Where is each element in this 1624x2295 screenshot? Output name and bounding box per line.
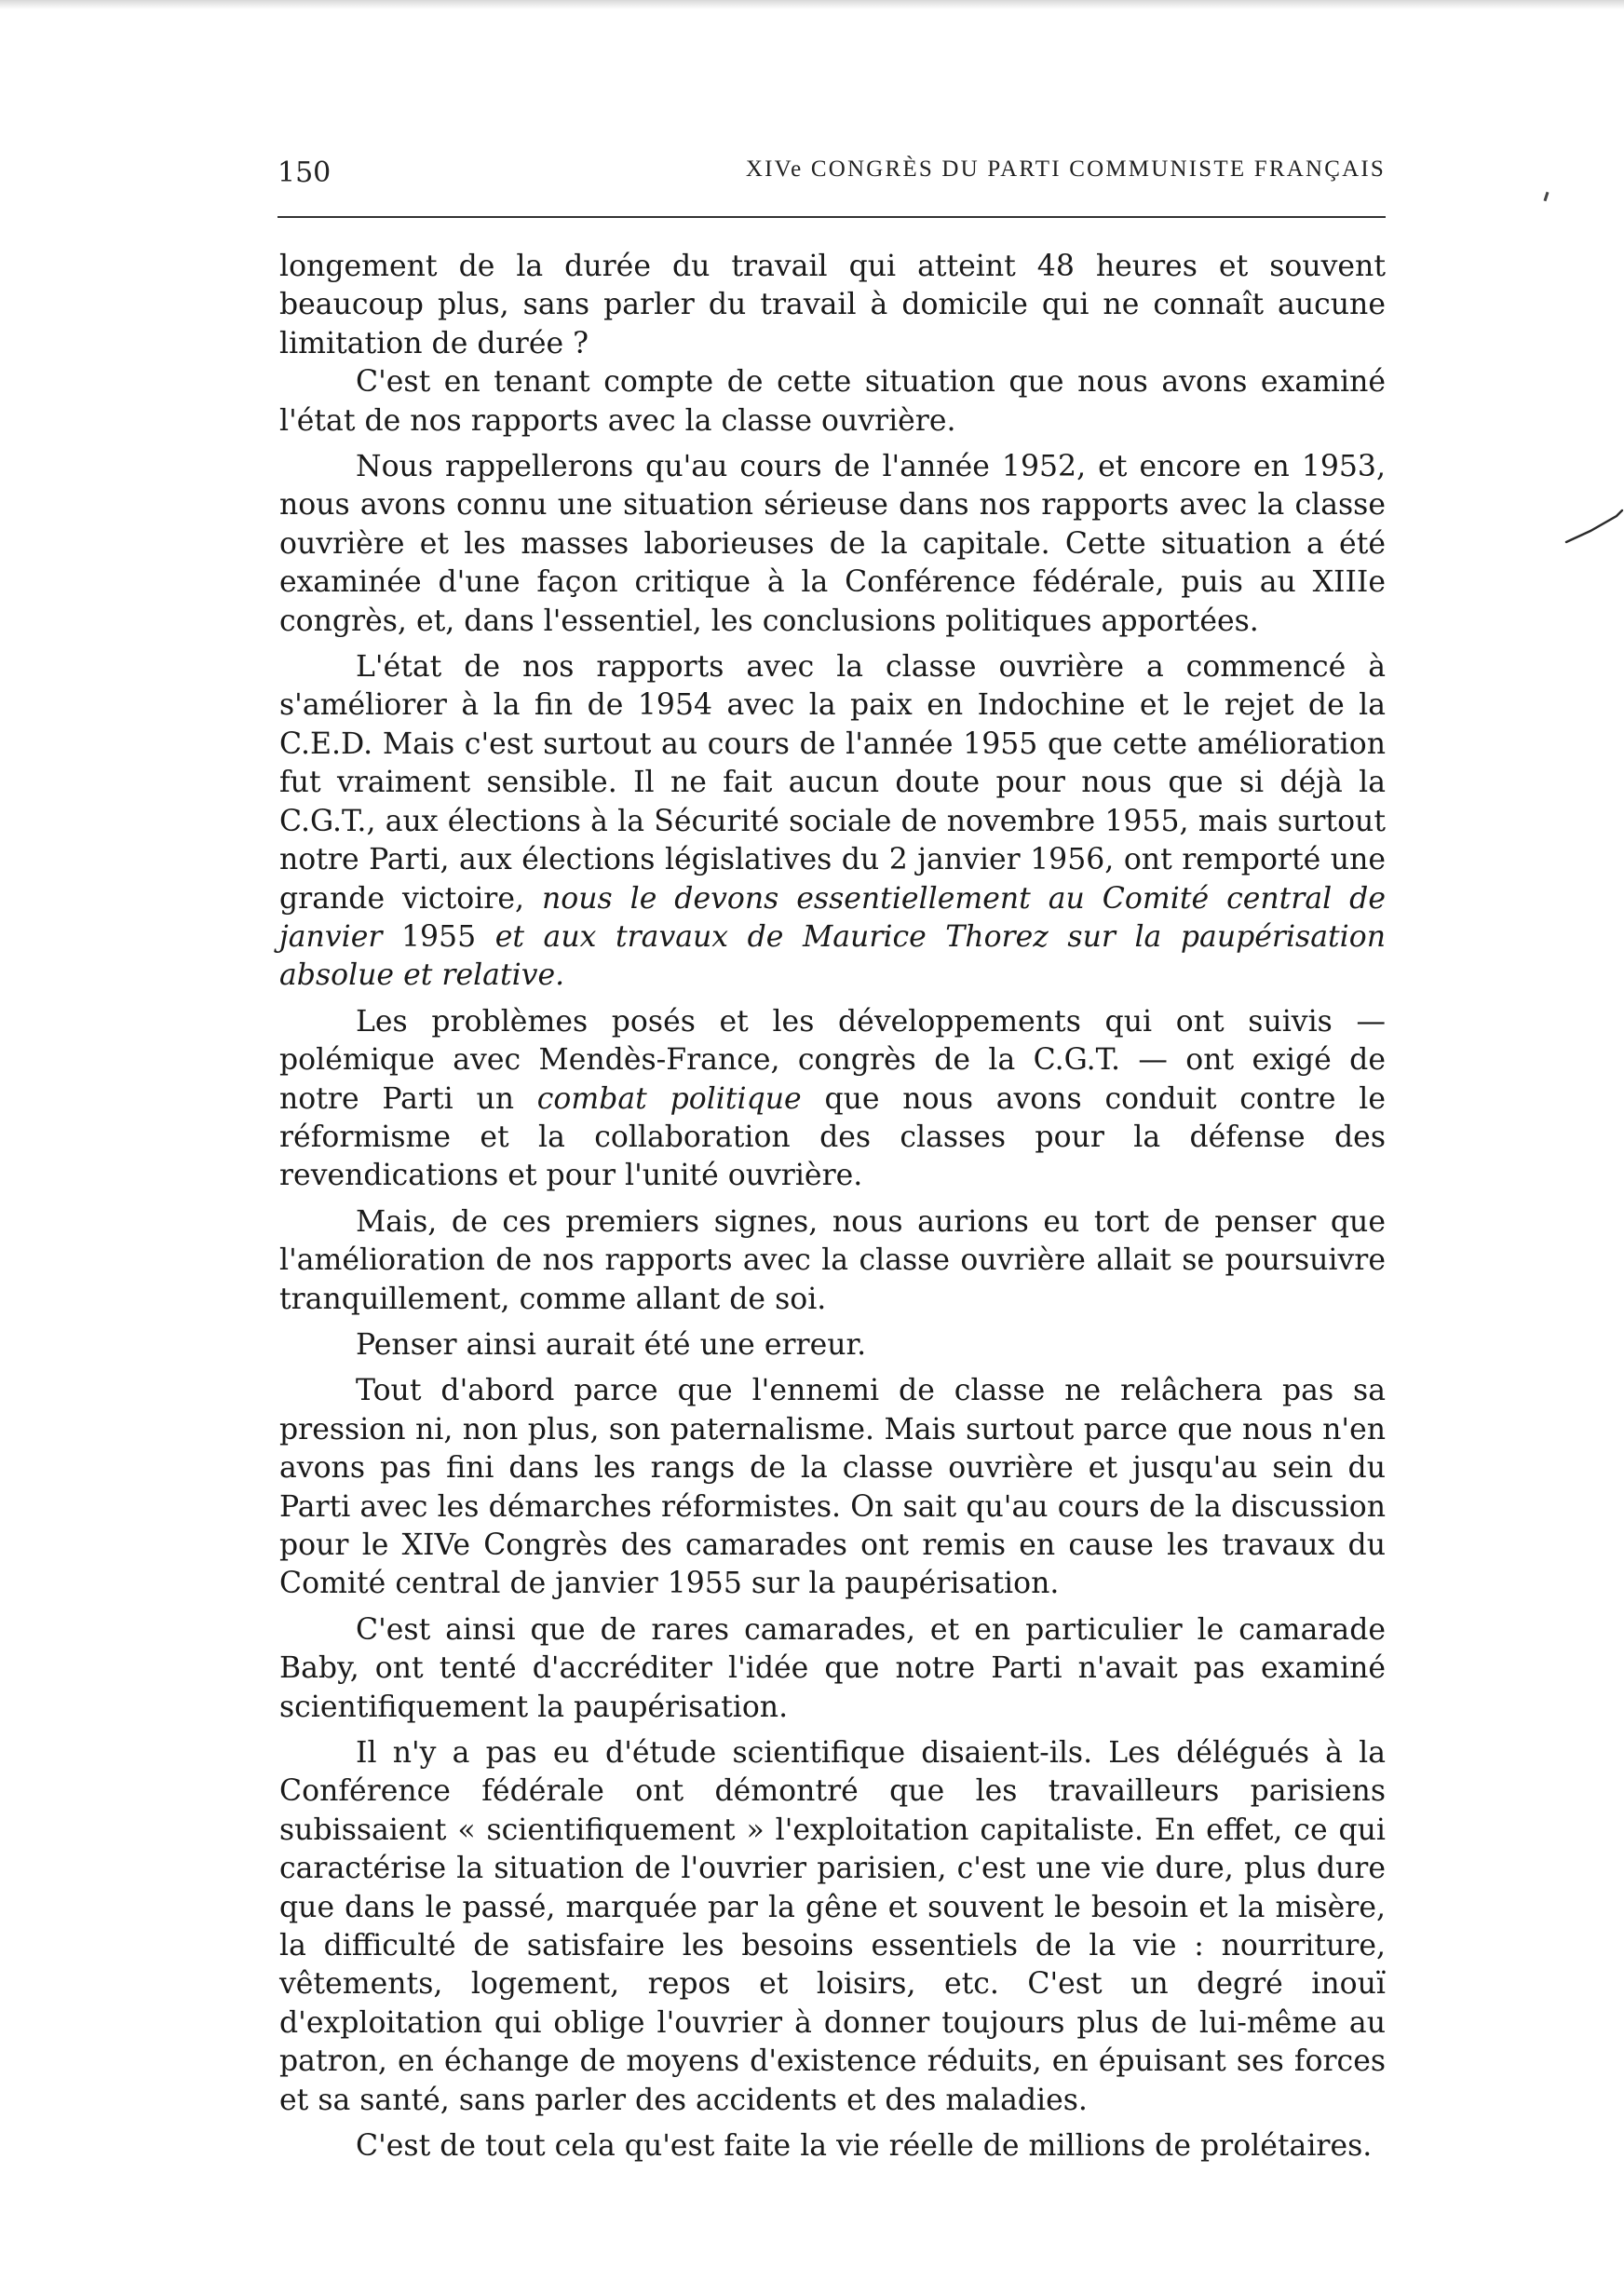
paragraph-7: Penser ainsi aurait été une erreur. [356,1327,867,1362]
paragraph-9: C'est ainsi que de rares camarades, et en particulier le camarade Baby, ont tenté d'accréditer l'idée que notre Parti n'avait pas examiné scientifiquement la paupérisation. [279,1612,1386,1724]
paragraph-10: Il n'y a pas eu d'étude scientifique disaient-ils. Les délégués à la Conférence fédérale ont démontré que les travailleurs parisiens subissaient « scientifiquement » l'exploitation capitaliste. En effet, ce qui caractérise la situation de l'ouvrier parisien, c'est une vie dure, plus dure que dans le passé, marquée par la gêne et souvent le besoin et la misère, la difficulté de satisfaire les besoins essentiels de la vie : nourriture, vêtements, logement, repos et loisirs, etc. C'est un degré inouï d'exploitation qui oblige l'ouvrier à donner toujours plus de lui-même au patron, en échange de moyens d'existence réduits, en épuisant ses forces et sa santé, sans parler des accidents et des maladies. [279,1736,1386,2117]
paragraph-8: Tout d'abord parce que l'ennemi de classe ne relâchera pas sa pression ni, non plus, son paternalisme. Mais surtout parce que nous n'en avons pas fini dans les rangs de la classe ouvrière et jusqu'au sein du Parti avec les démarches réformistes. On sait qu'au cours de la discussion pour le XIVe Congrès des camarades ont remis en cause les travaux du Comité central de janvier 1955 sur la paupérisation. [279,1374,1386,1601]
scan-top-edge [0,0,1624,9]
paragraph-1: longement de la durée du travail qui atteint 48 heures et souvent beaucoup plus, sans parler du travail à domicile qui ne connaît aucune limitation de durée ? [279,250,1386,360]
paragraph-4-year: 1955 [382,919,495,954]
paragraph-4 [279,648,1386,996]
paragraph-5-tail: que nous avons conduit contre le réformisme et la collaboration des classes pour la défense des revendications et pour l'unité ouvrière. [279,1081,1386,1193]
paragraph-5-text: Les problèmes posés et les développements qui ont suivis — polémique avec Mendès-France, congrès de la C.G.T. — ont exigé de notre Parti un [279,1004,1386,1116]
paragraph-5-emphasis: combat politique [536,1081,802,1116]
running-title: XIVe CONGRÈS DU PARTI COMMUNISTE FRANÇAIS [745,156,1386,182]
paragraph-3: Nous rappellerons qu'au cours de l'année 1952, et encore en 1953, nous avons connu une situation sérieuse dans nos rapports avec la classe ouvrière et les masses laborieuses de la capitale. Cette situation a été examinée d'une façon critique à la Conférence fédérale, puis au XIIIe congrès, et, dans l'essentiel, les conclusions politiques apportées. [279,450,1386,638]
paragraph-5 [279,1003,1386,1196]
margin-tick-mark [1544,192,1550,201]
margin-pencil-mark [1563,494,1624,559]
paragraph-6: Mais, de ces premiers signes, nous aurions eu tort de penser que l'amélioration de nos rapports avec la classe ouvrière allait se poursuivre tranquillement, comme allant de soi. [279,1204,1386,1316]
running-head [277,156,1386,201]
paragraph-11: C'est de tout cela qu'est faite la vie réelle de millions de prolétaires. [356,2129,1373,2164]
paragraph-4-text: L'état de nos rapports avec la classe ouvrière a commencé à s'améliorer à la fin de 1954 avec la paix en Indochine et le rejet de la C.E.D. Mais c'est surtout au cours de l'année 1955 que cette amélioration fut vraiment sensible. Il ne fait aucun doute pour nous que si déjà la C.G.T., aux élections à la Sécurité sociale de novembre 1955, mais surtout notre Parti, aux élections législatives du 2 janvier 1956, ont remporté une grande victoire, [279,650,1386,916]
body-text [279,248,1386,2166]
paragraph-4-emphasis-2: et aux travaux de Maurice Thorez sur la paupérisation absolue et relative. [279,919,1386,993]
paragraph-2: C'est en tenant compte de cette situation que nous avons examiné l'état de nos rapports avec la classe ouvrière. [279,365,1386,438]
header-rule [277,216,1386,218]
page-number: 150 [277,156,332,189]
paragraph-4-emphasis-1: nous le devons essentiellement au Comité central de janvier [279,881,1386,954]
